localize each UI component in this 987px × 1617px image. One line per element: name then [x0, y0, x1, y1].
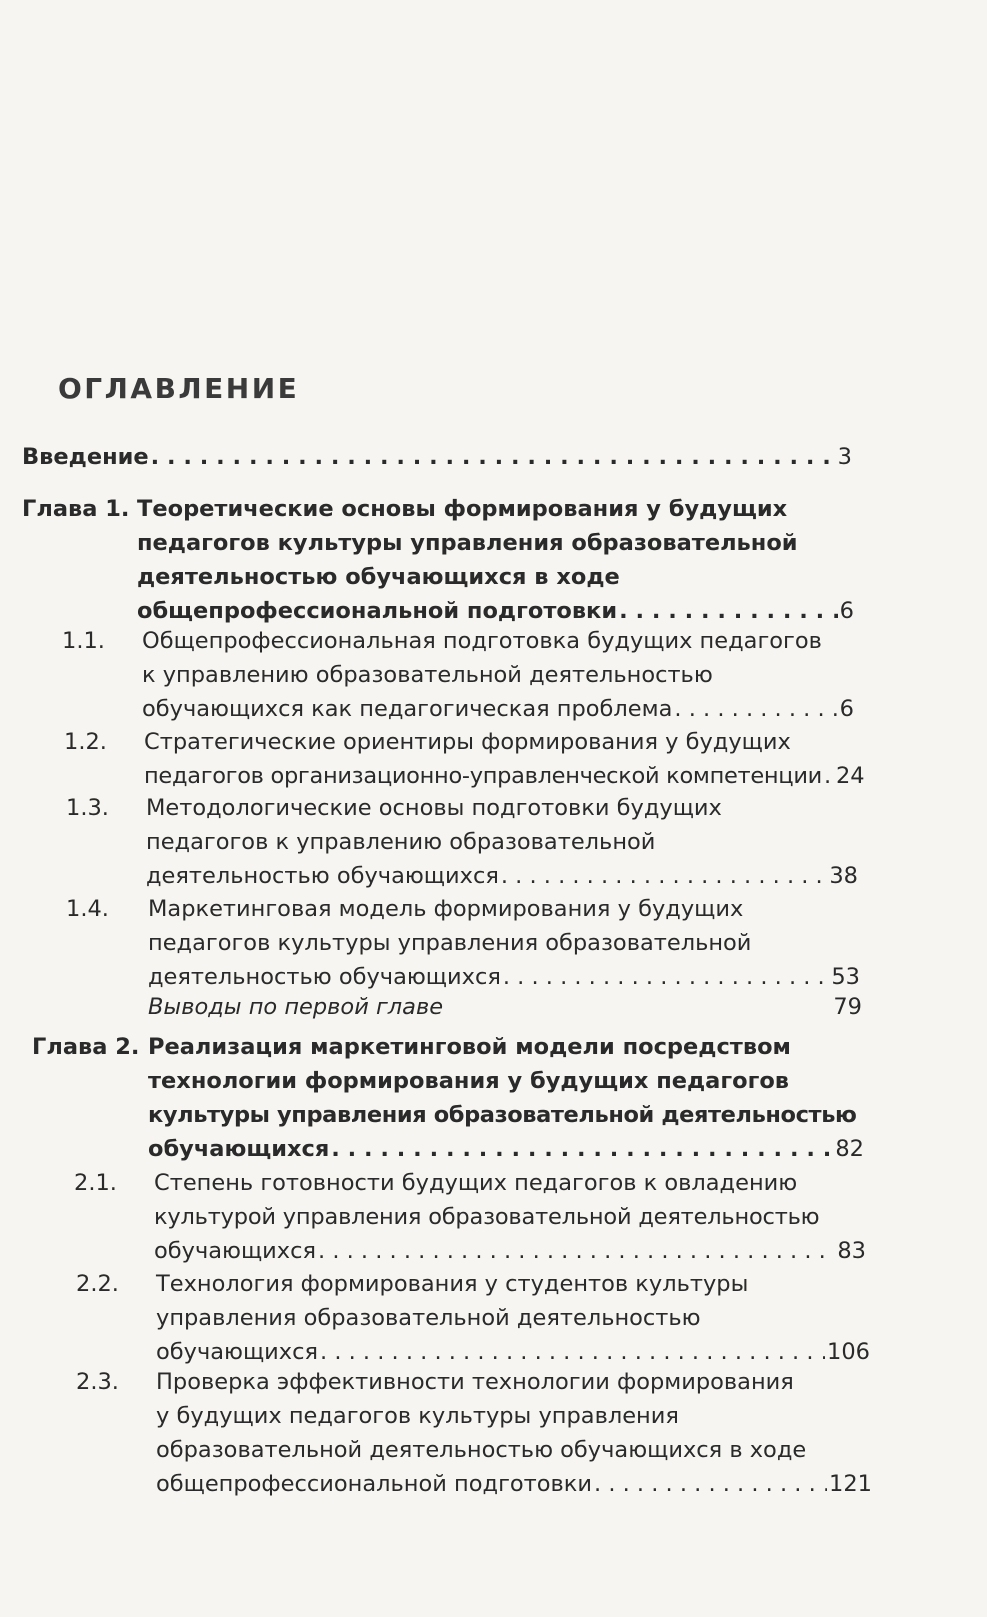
- toc-page-number: 6: [839, 696, 854, 722]
- chapter-title-line: Теоретические основы формирования у будущих: [137, 496, 788, 522]
- toc-page-number: 6: [839, 598, 854, 624]
- toc-conclusion-1[interactable]: [148, 990, 862, 1024]
- leader-dots: [619, 594, 838, 628]
- section-title-line: образовательной деятельностью обучающихся в ходе: [156, 1437, 807, 1463]
- leader-dots: [503, 960, 830, 994]
- section-title-line: обучающихся как педагогическая проблема: [142, 696, 673, 722]
- toc-chapter-1[interactable]: [22, 492, 854, 628]
- chapter-title-line: педагогов культуры управления образовательной: [137, 530, 798, 556]
- section-title-line: Стратегические ориентиры формирования у будущих: [144, 729, 791, 755]
- section-title-line: Методологические основы подготовки будущих: [146, 795, 722, 821]
- leader-dots: [824, 759, 834, 793]
- toc-page-number: 53: [831, 964, 860, 990]
- section-title-line: педагогов к управлению образовательной: [146, 829, 656, 855]
- toc-page-number: 3: [837, 444, 852, 470]
- section-title-line: обучающихся: [154, 1238, 317, 1264]
- section-number: 1.4.: [66, 896, 109, 922]
- section-title-line: Проверка эффективности технологии формирования: [156, 1369, 794, 1395]
- section-title-line: Технология формирования у студентов культуры: [156, 1271, 749, 1297]
- toc-page-number: 79: [833, 994, 862, 1020]
- section-title-line: управления образовательной деятельностью: [156, 1305, 701, 1331]
- section-number: 1.2.: [64, 729, 107, 755]
- toc-page-number: 82: [835, 1136, 864, 1162]
- leader-dots: [674, 692, 837, 726]
- toc-section-1-1[interactable]: [62, 624, 854, 726]
- toc-section-1-4[interactable]: [66, 892, 860, 994]
- leader-dots: [331, 1132, 833, 1166]
- chapter-number: Глава 2.: [32, 1034, 140, 1060]
- toc-section-2-3[interactable]: [76, 1365, 872, 1501]
- toc-entry-label: Выводы по первой главе: [148, 994, 444, 1020]
- toc-entry-label: Введение: [22, 444, 149, 470]
- section-title-line: педагогов культуры управления образовательной: [148, 930, 752, 956]
- toc-section-2-1[interactable]: [74, 1166, 866, 1268]
- chapter-title-line: обучающихся: [148, 1136, 330, 1162]
- section-title-line: культурой управления образовательной деятельностью: [154, 1204, 820, 1230]
- section-title-line: к управлению образовательной деятельностью: [142, 662, 713, 688]
- section-title-line: деятельностью обучающихся: [146, 863, 499, 889]
- section-title-line: Степень готовности будущих педагогов к овладению: [154, 1170, 798, 1196]
- toc-chapter-2[interactable]: [32, 1030, 864, 1166]
- leader-dots: [318, 1234, 835, 1268]
- section-number: 2.1.: [74, 1170, 117, 1196]
- section-number: 1.1.: [62, 628, 105, 654]
- chapter-title-line: Реализация маркетинговой модели посредством: [148, 1034, 791, 1060]
- toc-page-number: 106: [827, 1339, 870, 1365]
- section-title-line: педагогов организационно-управленческой компетенции: [144, 763, 822, 789]
- toc-section-1-2[interactable]: [64, 725, 865, 793]
- toc-section-2-2[interactable]: [76, 1267, 870, 1369]
- section-title-line: деятельностью обучающихся: [148, 964, 501, 990]
- leader-dots: [501, 859, 828, 893]
- section-number: 2.2.: [76, 1271, 119, 1297]
- section-number: 2.3.: [76, 1369, 119, 1395]
- section-title-line: обучающихся: [156, 1339, 319, 1365]
- leader-dots: [151, 440, 836, 474]
- chapter-title-line: общепрофессиональной подготовки: [137, 598, 618, 624]
- toc-heading: ОГЛАВЛЕНИЕ: [58, 372, 300, 405]
- chapter-number: Глава 1.: [22, 496, 130, 522]
- toc-page-number: 38: [829, 863, 858, 889]
- section-title-line: Маркетинговая модель формирования у будущих: [148, 896, 744, 922]
- section-number: 1.3.: [66, 795, 109, 821]
- chapter-title-line: технологии формирования у будущих педагогов: [148, 1068, 790, 1094]
- section-title-line: общепрофессиональной подготовки: [156, 1471, 593, 1497]
- toc-section-1-3[interactable]: [66, 791, 858, 893]
- section-title-line: Общепрофессиональная подготовка будущих педагогов: [142, 628, 822, 654]
- leader-dots: [320, 1335, 825, 1369]
- section-title-line: у будущих педагогов культуры управления: [156, 1403, 679, 1429]
- leader-dots: [594, 1467, 827, 1501]
- chapter-title-line: культуры управления образовательной деятельностью: [148, 1102, 857, 1128]
- chapter-title-line: деятельностью обучающихся в ходе: [137, 564, 620, 590]
- toc-page-number: 24: [835, 763, 865, 789]
- toc-page-number: 121: [829, 1471, 872, 1497]
- toc-page-number: 83: [837, 1238, 866, 1264]
